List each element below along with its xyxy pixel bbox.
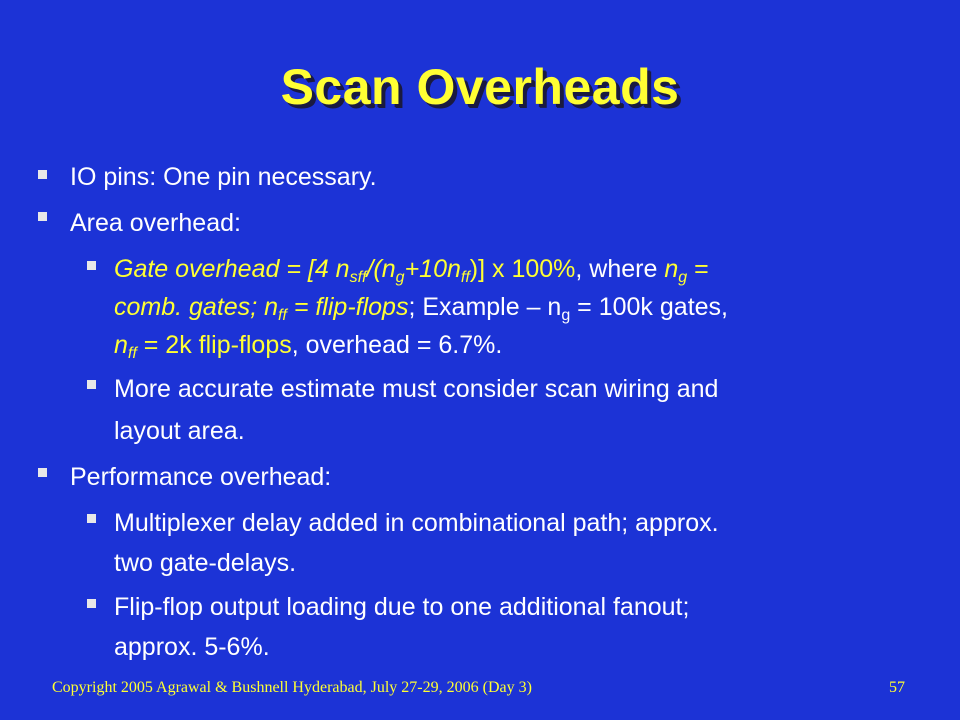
where-text: , where <box>575 255 665 283</box>
mux-delay-line2: two gate-delays. <box>114 549 297 577</box>
gate-formula-text: +10n <box>404 255 461 283</box>
subscript: sff <box>349 269 367 286</box>
example-value-text: = 100k gates, <box>570 293 728 321</box>
flip-flops-value-text: = 2k flip-flops <box>136 331 292 359</box>
sub-bullet-square-icon <box>87 599 96 608</box>
mux-delay-line1: Multiplexer delay added in combinational path; approx. <box>114 509 719 537</box>
bullet-performance-overhead: Performance overhead: <box>70 463 332 491</box>
ng-symbol: n <box>664 255 679 283</box>
gate-overhead-line3 <box>114 326 905 364</box>
example-text: ; Example – n <box>408 293 562 321</box>
subscript: g <box>395 269 405 286</box>
ff-loading-line1: Flip-flop output loading due to one additional fanout; <box>114 593 690 621</box>
equals-text: = <box>687 255 709 283</box>
footer-copyright: Copyright 2005 Agrawal & Bushnell Hyderabad, July 27-29, 2006 (Day 3) <box>52 679 532 696</box>
gate-overhead-line1 <box>114 250 905 288</box>
comb-gates-text: comb. gates <box>114 293 251 321</box>
ff-loading-line2: approx. 5-6%. <box>114 633 270 661</box>
page-number: 57 <box>889 679 905 696</box>
subscript: g <box>678 269 688 286</box>
bullet-square-icon <box>38 170 47 179</box>
subscript: ff <box>277 307 287 324</box>
gate-formula-text: Gate overhead = [4 n <box>114 255 350 283</box>
nff-symbol: ; n <box>250 293 278 321</box>
sub-bullet-square-icon <box>87 261 96 270</box>
sub-bullet-square-icon <box>87 380 96 389</box>
slide-title: Scan Overheads <box>280 59 680 115</box>
sub-bullet-square-icon <box>87 514 96 523</box>
bullet-square-icon <box>38 468 47 477</box>
flip-flops-text: = flip-flops <box>286 293 409 321</box>
gate-formula-text: )] x 100% <box>469 255 576 283</box>
subscript: ff <box>460 269 470 286</box>
nff-symbol: n <box>114 331 128 359</box>
overhead-value-text: , overhead = 6.7%. <box>291 331 503 359</box>
subscript: g <box>561 307 571 324</box>
accurate-estimate-line2: layout area. <box>114 417 245 445</box>
gate-overhead-line2 <box>114 288 905 326</box>
bullet-io-pins: IO pins: One pin necessary. <box>70 163 377 191</box>
bullet-square-icon <box>38 212 47 221</box>
bullet-area-overhead: Area overhead: <box>70 209 241 237</box>
gate-formula-text: /(n <box>366 255 396 283</box>
accurate-estimate-line1: More accurate estimate must consider scan wiring and <box>114 375 719 403</box>
subscript: ff <box>127 345 137 362</box>
